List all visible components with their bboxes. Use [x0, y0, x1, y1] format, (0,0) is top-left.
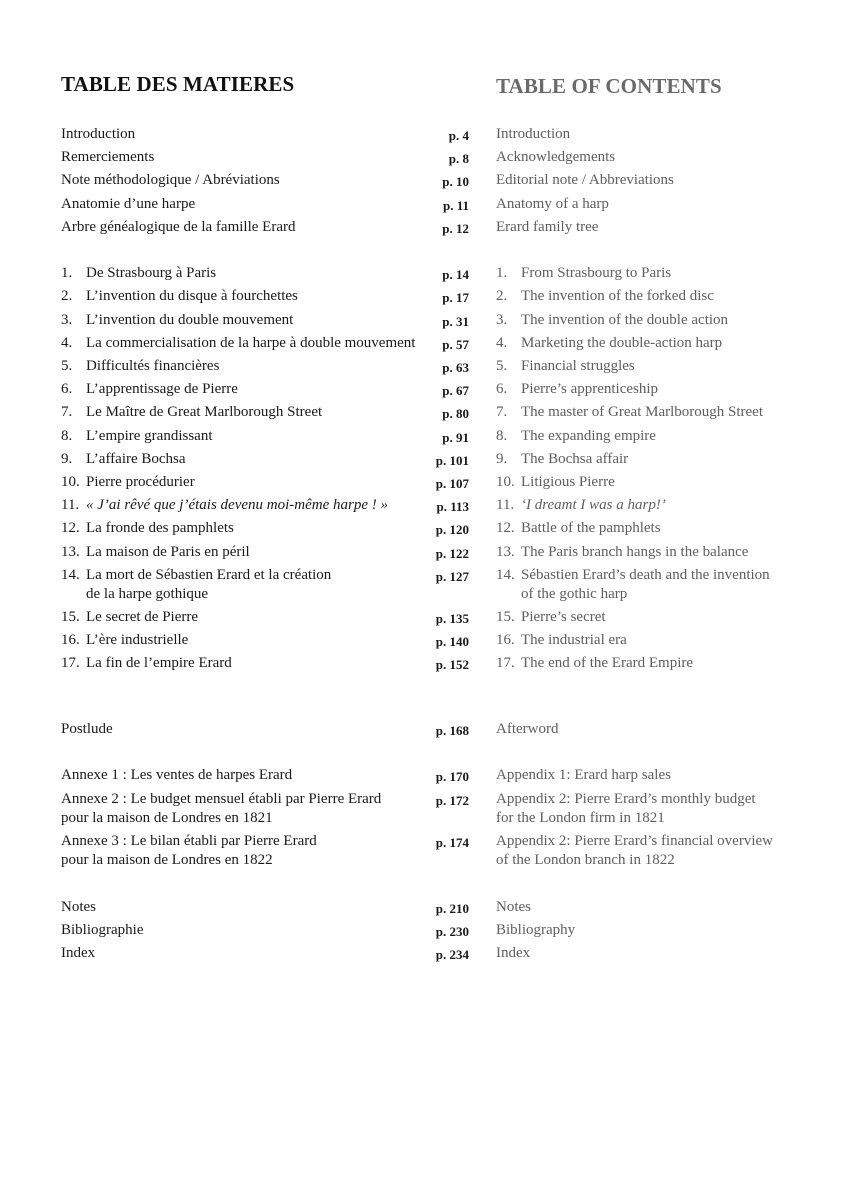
- en-entry: [496, 311, 826, 330]
- en-entry: [496, 264, 826, 283]
- chapter-number: 12.: [496, 520, 515, 536]
- en-entry: Notes: [496, 899, 531, 915]
- fr-entry: [61, 403, 431, 422]
- fr-entry: [61, 543, 431, 562]
- chapter-number: 8.: [61, 428, 73, 444]
- page-number: p. 12: [442, 221, 469, 236]
- fr-entry: [61, 264, 431, 283]
- fr-entry: [61, 473, 431, 492]
- chapter-title: Pierre’s apprenticeship: [521, 381, 659, 397]
- chapter-number: 7.: [61, 404, 73, 420]
- chapter-title: L’invention du double mouvement: [86, 312, 294, 328]
- page-number: p. 11: [442, 198, 469, 213]
- fr-entry: Remerciements: [61, 149, 155, 165]
- en-entry: [496, 654, 826, 673]
- chapter-title: Sébastien Erard’s death and the invention: [521, 567, 770, 583]
- page-number: p. 107: [435, 476, 469, 491]
- chapter-title: The invention of the forked disc: [521, 288, 714, 304]
- chapter-title: The invention of the double action: [521, 312, 729, 328]
- page-number: p. 4: [448, 128, 469, 143]
- fr-entry: Note méthodologique / Abréviations: [61, 172, 280, 188]
- fr-entry: Annexe 1 : Les ventes de harpes Erard: [61, 767, 293, 783]
- chapter-title: Le Maître de Great Marlborough Street: [86, 404, 323, 420]
- page-number: p. 230: [435, 924, 469, 939]
- chapter-number: 10.: [61, 474, 80, 490]
- fr-entry: [61, 496, 431, 515]
- page-number: p. 210: [435, 901, 469, 916]
- en-entry: [496, 790, 826, 828]
- chapter-number: 13.: [61, 544, 80, 560]
- chapter-title: The industrial era: [521, 632, 627, 648]
- page-number: p. 31: [442, 314, 469, 329]
- chapter-title: From Strasbourg to Paris: [521, 265, 672, 281]
- fr-entry: [61, 287, 431, 306]
- chapter-title: L’apprentissage de Pierre: [86, 381, 238, 397]
- en-entry: [496, 608, 826, 627]
- chapter-number: 14.: [61, 567, 80, 583]
- en-entry: [496, 380, 826, 399]
- appendix-title: Annexe 3 : Le bilan établi par Pierre Erard: [61, 833, 317, 849]
- chapter-title: ‘I dreamt I was a harp!’: [521, 497, 666, 513]
- chapter-number: 9.: [61, 451, 73, 467]
- en-entry: [496, 334, 826, 353]
- fr-entry: [61, 450, 431, 469]
- fr-entry: Index: [61, 945, 96, 961]
- chapter-number: 4.: [496, 335, 508, 351]
- page-number: p. 17: [442, 290, 469, 305]
- chapter-title: De Strasbourg à Paris: [86, 265, 217, 281]
- page-number: p. 140: [435, 634, 469, 649]
- chapter-title: Litigious Pierre: [521, 474, 615, 490]
- chapter-number: 6.: [61, 381, 73, 397]
- chapter-number: 5.: [61, 358, 73, 374]
- fr-entry: Arbre généalogique de la famille Erard: [61, 219, 296, 235]
- page-number: p. 8: [448, 151, 469, 166]
- page-number: p. 80: [442, 406, 469, 421]
- en-entry: [496, 631, 826, 650]
- chapter-title: Pierre’s secret: [521, 609, 606, 625]
- en-entry: Erard family tree: [496, 219, 599, 235]
- chapter-title: L’affaire Bochsa: [86, 451, 186, 467]
- chapter-number: 2.: [61, 288, 73, 304]
- en-entry: Afterword: [496, 721, 559, 737]
- chapter-number: 11.: [496, 497, 515, 513]
- chapter-title: The Paris branch hangs in the balance: [521, 544, 749, 560]
- fr-entry: [61, 311, 431, 330]
- chapter-number: 9.: [496, 451, 508, 467]
- chapter-number: 12.: [61, 520, 80, 536]
- page-number: p. 63: [442, 360, 469, 375]
- chapter-number: 10.: [496, 474, 515, 490]
- en-entry: Bibliography: [496, 922, 576, 938]
- appendix-title-continued: of the London branch in 1822: [496, 852, 675, 868]
- appendix-title-continued: pour la maison de Londres en 1821: [61, 810, 273, 826]
- fr-entry: [61, 790, 431, 828]
- chapter-title: « J’ai rêvé que j’étais devenu moi-même harpe ! »: [86, 497, 388, 513]
- en-entry: Anatomy of a harp: [496, 196, 609, 212]
- en-entry: [496, 450, 826, 469]
- en-entry: [496, 519, 826, 538]
- appendix-title: Appendix 2: Pierre Erard’s monthly budget: [496, 791, 756, 807]
- page-number: p. 91: [442, 430, 469, 445]
- en-entry: [496, 566, 826, 604]
- en-entry: Editorial note / Abbreviations: [496, 172, 674, 188]
- page-number: p. 168: [435, 723, 469, 738]
- page-number: p. 57: [442, 337, 469, 352]
- fr-entry: [61, 334, 421, 353]
- chapter-title: The Bochsa affair: [521, 451, 629, 467]
- chapter-title: L’empire grandissant: [86, 428, 213, 444]
- en-entry: [496, 357, 826, 376]
- fr-entry: [61, 357, 431, 376]
- page-number: p. 152: [435, 657, 469, 672]
- chapter-title: The master of Great Marlborough Street: [521, 404, 763, 420]
- fr-entry: Notes: [61, 899, 96, 915]
- chapter-number: 17.: [61, 655, 80, 671]
- chapter-number: 13.: [496, 544, 515, 560]
- appendix-title: Appendix 2: Pierre Erard’s financial overview: [496, 833, 773, 849]
- chapter-title: Le secret de Pierre: [86, 609, 199, 625]
- en-entry: [496, 832, 826, 870]
- fr-entry: Postlude: [61, 721, 113, 737]
- chapter-title: La maison de Paris en péril: [86, 544, 250, 560]
- chapter-number: 7.: [496, 404, 508, 420]
- chapter-number: 8.: [496, 428, 508, 444]
- chapter-title: The end of the Erard Empire: [521, 655, 694, 671]
- chapter-number: 14.: [496, 567, 515, 583]
- chapter-number: 3.: [61, 312, 73, 328]
- chapter-title: Financial struggles: [521, 358, 635, 374]
- fr-entry: [61, 427, 431, 446]
- page-number: p. 14: [442, 267, 469, 282]
- chapter-title: L’ère industrielle: [86, 632, 189, 648]
- chapter-title-continued: de la harpe gothique: [86, 586, 209, 602]
- page-number: p. 172: [435, 793, 469, 808]
- fr-entry: [61, 832, 431, 870]
- page-number: p. 120: [435, 522, 469, 537]
- fr-entry: [61, 566, 431, 604]
- appendix-title-continued: pour la maison de Londres en 1822: [61, 852, 273, 868]
- chapter-title: Difficultés financières: [86, 358, 220, 374]
- page-number: p. 234: [435, 947, 469, 962]
- chapter-number: 2.: [496, 288, 508, 304]
- en-entry: Acknowledgements: [496, 149, 616, 165]
- title-english: TABLE OF CONTENTS: [496, 74, 722, 98]
- page-number: p. 170: [435, 769, 469, 784]
- appendix-title: Annexe 2 : Le budget mensuel établi par Pierre Erard: [61, 791, 382, 807]
- fr-entry: Bibliographie: [61, 922, 144, 938]
- page-number: p. 122: [435, 546, 469, 561]
- page-number: p. 10: [442, 174, 469, 189]
- chapter-title: The expanding empire: [521, 428, 656, 444]
- en-entry: Index: [496, 945, 531, 961]
- fr-entry: Introduction: [61, 126, 136, 142]
- page-number: p. 127: [435, 569, 469, 584]
- fr-entry: [61, 631, 431, 650]
- fr-entry: [61, 654, 431, 673]
- page-number: p. 113: [436, 499, 469, 514]
- page-number: p. 67: [442, 383, 469, 398]
- fr-entry: [61, 519, 431, 538]
- page-number: p. 101: [435, 453, 469, 468]
- chapter-number: 16.: [496, 632, 515, 648]
- chapter-title: La mort de Sébastien Erard et la création: [86, 567, 332, 583]
- chapter-number: 15.: [61, 609, 80, 625]
- chapter-title: La commercialisation de la harpe à double mouvement: [86, 335, 416, 351]
- chapter-title-continued: of the gothic harp: [521, 586, 628, 602]
- chapter-title: Pierre procédurier: [86, 474, 195, 490]
- fr-entry: [61, 380, 431, 399]
- chapter-number: 16.: [61, 632, 80, 648]
- en-entry: Introduction: [496, 126, 571, 142]
- chapter-number: 3.: [496, 312, 508, 328]
- chapter-title: La fronde des pamphlets: [86, 520, 234, 536]
- chapter-number: 4.: [61, 335, 73, 351]
- fr-entry: [61, 608, 431, 627]
- chapter-title: Marketing the double-action harp: [521, 335, 723, 351]
- chapter-title: La fin de l’empire Erard: [86, 655, 232, 671]
- chapter-number: 1.: [496, 265, 508, 281]
- title-french: TABLE DES MATIERES: [61, 72, 295, 96]
- page-number: p. 135: [435, 611, 469, 626]
- appendix-title-continued: for the London firm in 1821: [496, 810, 665, 826]
- chapter-number: 5.: [496, 358, 508, 374]
- en-entry: [496, 496, 826, 515]
- chapter-title: Battle of the pamphlets: [521, 520, 661, 536]
- chapter-number: 17.: [496, 655, 515, 671]
- chapter-number: 1.: [61, 265, 73, 281]
- chapter-number: 11.: [61, 497, 80, 513]
- en-entry: [496, 427, 826, 446]
- en-entry: [496, 403, 826, 422]
- en-entry: [496, 287, 826, 306]
- en-entry: Appendix 1: Erard harp sales: [496, 767, 671, 783]
- page-number: p. 174: [435, 835, 469, 850]
- fr-entry: Anatomie d’une harpe: [61, 196, 196, 212]
- en-entry: [496, 473, 826, 492]
- chapter-number: 15.: [496, 609, 515, 625]
- chapter-number: 6.: [496, 381, 508, 397]
- chapter-title: L’invention du disque à fourchettes: [86, 288, 298, 304]
- en-entry: [496, 543, 826, 562]
